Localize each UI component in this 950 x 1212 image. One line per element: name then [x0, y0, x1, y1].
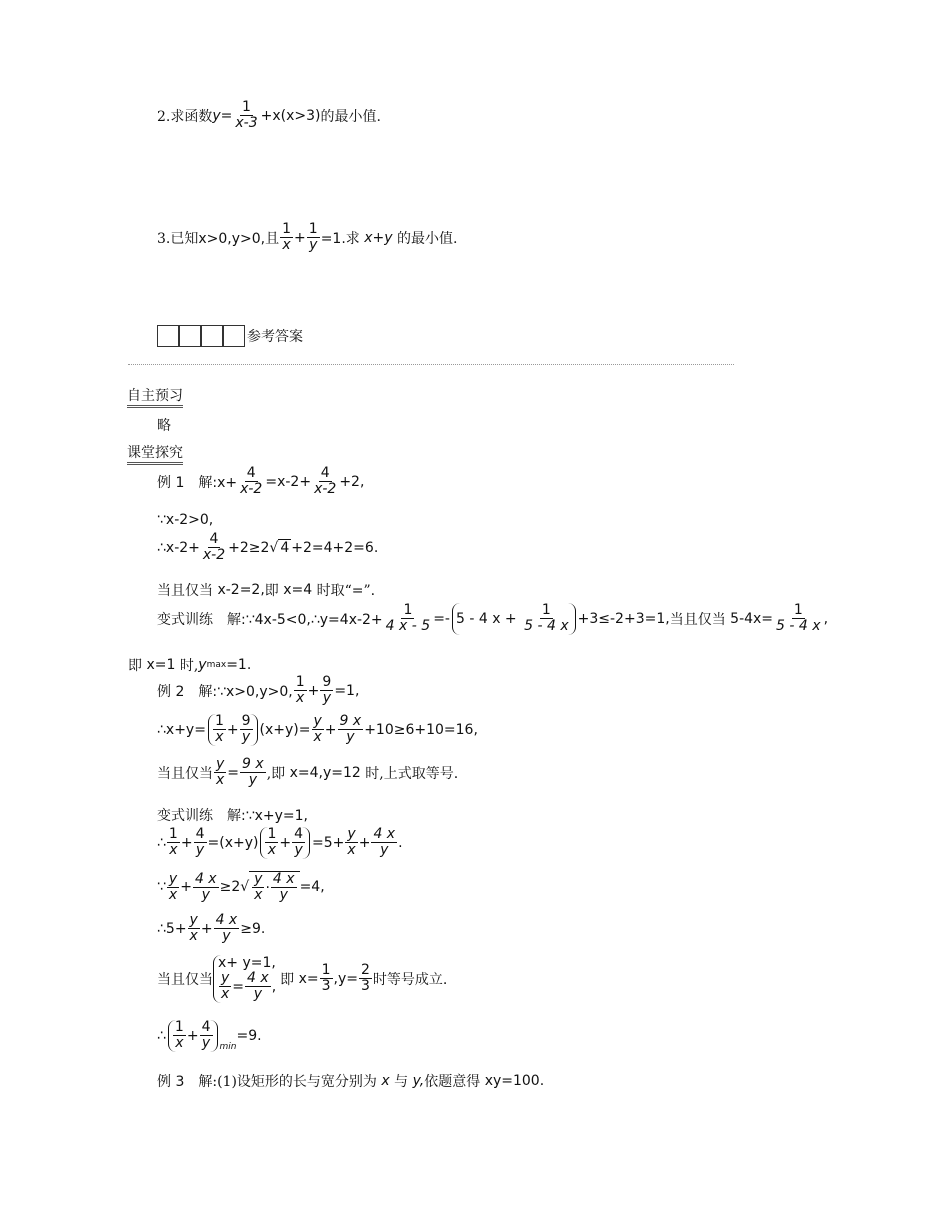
fraction: $\frac{4}{x-2}$	[314, 465, 337, 498]
box-icon	[179, 325, 201, 347]
fraction: $\frac{1}{x}$	[282, 221, 292, 254]
answers-header: 参考答案	[157, 325, 303, 347]
fraction: $\frac{1}{5 - 4 x}$	[524, 602, 569, 635]
section-heading: 课堂探究	[127, 445, 183, 465]
box-icon	[201, 325, 223, 347]
fraction: $\frac{y}{x}$	[254, 871, 263, 904]
fraction: $\frac{y}{x}$	[221, 970, 230, 1003]
variant-1-line2: 即 x=1 时, y max =1.	[128, 657, 252, 674]
example-2-line2: ∴x+y= $\frac{1}{x}$ + $\frac{9}{y}$ (x+y)= $\frac{y}{x}$ + $\frac{9 x}{y}$ +10≥6+10=16,	[157, 713, 478, 746]
fraction: $\frac{9 x}{y}$	[339, 713, 362, 746]
example-1-line3: ∴x-2+ $\frac{4}{x-2}$ +2≥2 √ 4 +2=4+2=6.	[157, 531, 379, 564]
fraction: $\frac{9}{y}$	[322, 674, 332, 707]
example-2-line1: 例 2 解:∵x>0,y>0, $\frac{1}{x}$ + $\frac{9}{y}$ =1,	[157, 674, 360, 707]
fraction: $\frac{4}{y}$	[195, 826, 205, 859]
fraction: $\frac{1}{x}$	[267, 826, 277, 859]
variant-1-line1: 变式训练 解:∵4x-5<0,∴y=4x-2+ $\frac{1}{4 x - 5}$ =- 5 - 4 x + $\frac{1}{5 - 4 x}$ +3≤-2+3=1, 当且仅当 5-4x= $\frac{1}{5 - 4 x}$ ,	[157, 602, 829, 635]
fraction: $\frac{y}{x}$	[216, 756, 225, 789]
answer-text: 略	[157, 418, 171, 434]
variant-2-line6: ∴ $\frac{1}{x}$ + $\frac{4}{y}$ $_{min}$ =9.	[157, 1019, 262, 1052]
fraction: $\frac{y}{x}$	[168, 870, 178, 903]
section-heading: 自主预习	[127, 388, 183, 408]
fraction: $\frac{2}{3}$	[361, 962, 370, 995]
sqrt-icon: √	[269, 539, 279, 556]
fraction: $\frac{y}{x}$	[313, 713, 322, 746]
parenthesis: $\frac{1}{x}$ + $\frac{9}{y}$	[208, 714, 258, 746]
sqrt-icon: √	[240, 879, 250, 896]
fraction: $\frac{4 x}{y}$	[215, 912, 238, 945]
example-2-line3: 当且仅当 $\frac{y}{x}$ = $\frac{9 x}{y}$ ,即 x=4,y=12 时,上式取等号.	[157, 756, 459, 789]
parenthesis: $\frac{1}{x}$ + $\frac{4}{y}$	[168, 1020, 218, 1052]
question-2: 2.求函数 y = $\frac{1}{x-3}$ +x(x>3) 的最小值.	[157, 99, 381, 132]
fraction: $\frac{1}{y}$	[308, 221, 318, 254]
fraction: $\frac{4 x}{y}$	[247, 970, 269, 1003]
fraction: $\frac{4}{x-2}$	[202, 531, 226, 564]
fraction: $\frac{1}{x}$	[174, 1019, 184, 1052]
fraction: $\frac{1}{x}$	[295, 674, 305, 707]
variant-2-line2: ∴ $\frac{1}{x}$ + $\frac{4}{y}$ =(x+y) $\frac{1}{x}$ + $\frac{4}{y}$ =5+ $\frac{y}{x}$ + $\frac{4 x}{y}$ .	[157, 826, 403, 859]
example-1-line1: 例 1 解:x+ $\frac{4}{x-2}$ =x-2+ $\frac{4}{x-2}$ +2,	[157, 465, 365, 498]
fraction: $\frac{9}{y}$	[241, 713, 251, 746]
fraction: $\frac{4}{y}$	[294, 826, 304, 859]
fraction: $\frac{1}{5 - 4 x}$	[776, 602, 821, 635]
fraction: $\frac{4 x}{y}$	[194, 870, 217, 903]
fraction: $\frac{4 x}{y}$	[373, 826, 396, 859]
example-1-line2: ∵x-2>0,	[157, 512, 214, 528]
fraction: $\frac{1}{4 x - 5}$	[385, 602, 431, 635]
parenthesis: 5 - 4 x + $\frac{1}{5 - 4 x}$	[452, 603, 576, 635]
variant-2-line5: 当且仅当 x+ y=1, $\frac{y}{x}$ = $\frac{4 x}{y}$ , 即 x= $\frac{1}{3}$ ,y= $\frac{2}{3}$ 时等号成立.	[157, 955, 448, 1003]
example-1-line4: 当且仅当 x-2=2, 即 x=4 时取“=”.	[157, 582, 376, 599]
fraction: $\frac{1}{3}$	[321, 962, 331, 995]
fraction: $\frac{1}{x}$	[214, 713, 224, 746]
fraction: $\frac{4}{y}$	[201, 1019, 211, 1052]
fraction: $\frac{9 x}{y}$	[242, 756, 264, 789]
fraction: $\frac{4}{x-2}$	[240, 465, 263, 498]
parenthesis: $\frac{1}{x}$ + $\frac{4}{y}$	[260, 827, 310, 859]
variant-2-line1: 变式训练 解:∵x+y=1,	[157, 808, 309, 824]
box-icon	[157, 325, 179, 347]
question-3: 3.已知 x>0,y>0,且 $\frac{1}{x}$ + $\frac{1}{y}$ =1.求 x+y 的最小值.	[157, 221, 458, 254]
example-3-line1: 例 3 解:(1)设矩形的长与宽分别为 x 与 y, 依题意得 xy=100.	[157, 1073, 545, 1090]
fraction: $\frac{y}{x}$	[347, 826, 356, 859]
fraction: $\frac{y}{x}$	[189, 912, 198, 945]
fraction: $\frac{1}{x}$	[168, 826, 178, 859]
variant-2-line4: ∴5+ $\frac{y}{x}$ + $\frac{4 x}{y}$ ≥9.	[157, 912, 266, 945]
fraction: $\frac{1}{x-3}$	[235, 99, 258, 132]
divider	[128, 364, 734, 365]
brace: x+ y=1, $\frac{y}{x}$ = $\frac{4 x}{y}$ ,	[213, 955, 280, 1003]
radicand: $\frac{y}{x}$ · $\frac{4 x}{y}$	[249, 871, 299, 904]
variant-2-line3: ∵ $\frac{y}{x}$ + $\frac{4 x}{y}$ ≥2 √ $\frac{y}{x}$ · $\frac{4 x}{y}$ =4,	[157, 870, 325, 904]
box-icon	[223, 325, 245, 347]
fraction: $\frac{4 x}{y}$	[272, 871, 295, 904]
